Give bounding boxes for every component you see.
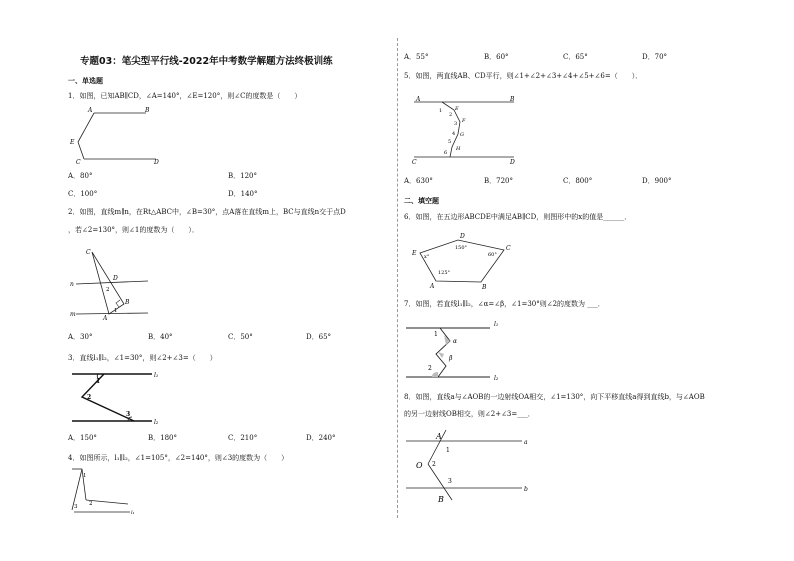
q1-figure <box>66 104 166 168</box>
q1-label: B <box>145 107 150 114</box>
q2-stem-line2: ，若∠2=130°，则∠1的度数为（ ）． <box>68 226 199 234</box>
section-heading-choice: 一、单选题 <box>68 77 103 85</box>
q4-stem: 4．如图所示，l₁∥l₂，∠1=105°，∠2=140°，则∠3的度数为（ ） <box>68 454 289 462</box>
q1-stem: 1．如图，已知AB∥CD，∠A=140°，∠E=120°，则∠C的度数是（ ） <box>68 92 302 100</box>
q2-label: 2 <box>106 287 110 293</box>
q4-label: 2 <box>89 501 93 507</box>
q5-label: 3 <box>454 121 458 127</box>
q3-stem: 3．直线l₁∥l₂，∠1=30°，则∠2+∠3=（ ） <box>68 354 217 362</box>
q1-option-a: A．80° <box>68 172 93 180</box>
q2-label: 1 <box>114 308 118 314</box>
q2-label: n <box>70 281 74 288</box>
q2-option-c: C．50° <box>228 333 253 341</box>
section-heading-fill: 二、填空题 <box>404 197 439 205</box>
q2-stem-line1: 2．如图，直线m∥n，在Rt△ABC中，∠B=30°，点A落在直线m上，BC与直线n交于点D <box>68 208 346 216</box>
q5-option-d: D．900° <box>642 177 672 185</box>
q6-label: 60° <box>488 252 497 258</box>
q5-option-c: C．800° <box>563 177 593 185</box>
q5-label: E <box>455 106 459 112</box>
q2-label: B <box>125 299 130 306</box>
q1-option-b: B．120° <box>228 172 258 180</box>
q8-label: A <box>436 432 442 441</box>
q4-label: 1 <box>83 473 87 479</box>
q8-label: a <box>524 439 528 446</box>
q5-option-a: A．630° <box>404 177 433 185</box>
q5-label: G <box>460 132 464 138</box>
q7-label: 2 <box>428 365 432 372</box>
q1-label: C <box>76 159 81 166</box>
q3-option-c: C．210° <box>228 434 258 442</box>
page-title: 专题03：笔尖型平行线-2022年中考数学解题方法终极训练 <box>80 56 333 67</box>
q7-label: β <box>449 355 453 362</box>
q5-stem: 5．如图，两直线AB、CD平行，则∠1+∠2+∠3+∠4+∠5+∠6=（ ）． <box>404 72 643 80</box>
q1-label: E <box>70 139 75 146</box>
q2-label: D <box>113 275 118 282</box>
q5-label: H <box>456 146 461 152</box>
q6-label: 125° <box>438 270 451 276</box>
q3-option-b: B．180° <box>148 434 178 442</box>
q4-option-b: B．60° <box>484 53 509 61</box>
q7-label: l₁ <box>494 321 499 328</box>
q2-option-a: A．30° <box>68 333 93 341</box>
q2-option-d: D．65° <box>306 333 332 341</box>
q6-stem: 6．如图，在五边形ABCDE中满足AB∥CD，则图形中的x的值是______． <box>404 213 632 221</box>
q8-label: 3 <box>448 478 452 485</box>
q5-label: A <box>416 96 421 103</box>
q8-label: b <box>524 486 528 493</box>
q6-label: B <box>482 284 487 291</box>
q5-label: C <box>412 159 417 166</box>
q5-option-b: B．720° <box>484 177 514 185</box>
q7-stem: 7．如图，若直线l₁∥l₂，∠α=∠β，∠1=30°则∠2的度数为 ___． <box>404 300 605 308</box>
q5-figure <box>404 94 524 166</box>
q5-label: F <box>462 118 466 124</box>
q7-label: l₂ <box>494 375 499 382</box>
q3-label: l₂ <box>154 419 159 426</box>
q5-label: 4 <box>452 131 456 137</box>
q3-option-d: D．240° <box>306 434 336 442</box>
q2-label: C <box>86 249 91 256</box>
q7-label: 1 <box>434 331 438 338</box>
q8-label: 2 <box>432 461 436 468</box>
q5-label: 1 <box>439 108 443 114</box>
q5-label: 2 <box>449 112 453 118</box>
q6-label: x° <box>424 254 430 260</box>
q2-label: m <box>70 311 76 318</box>
q4-label: 3 <box>74 504 78 510</box>
q5-label: D <box>510 159 515 166</box>
q3-label: 2 <box>87 394 92 401</box>
q3-label: 1 <box>96 378 101 385</box>
q8-label: 1 <box>446 447 450 454</box>
q3-figure <box>68 366 168 428</box>
q8-label: O <box>416 461 423 470</box>
q6-label: D <box>460 233 465 240</box>
q8-figure <box>404 428 534 506</box>
q1-option-d: D．140° <box>228 190 258 198</box>
q1-option-c: C．100° <box>68 190 98 198</box>
q1-label: D <box>154 159 159 166</box>
q2-option-b: B．40° <box>148 333 173 341</box>
column-divider <box>397 38 398 518</box>
q6-label: C <box>506 245 511 252</box>
q4-option-d: D．70° <box>642 53 668 61</box>
q4-label: l₁ <box>131 510 135 516</box>
q3-label: l₁ <box>154 372 159 379</box>
q2-label: A <box>103 315 108 322</box>
q4-option-a: A．55° <box>404 53 429 61</box>
q7-figure <box>404 318 514 384</box>
q5-label: 5 <box>448 139 452 145</box>
q6-label: A <box>430 283 435 290</box>
q8-label: B <box>438 495 444 504</box>
q7-label: α <box>453 338 458 345</box>
q3-label: 3 <box>126 411 131 418</box>
q2-figure <box>68 246 158 322</box>
q4-figure <box>68 464 148 514</box>
q6-figure <box>406 228 516 292</box>
q5-label: 6 <box>444 150 448 156</box>
q8-stem-line1: 8．如图，直线a与∠AOB的一边射线OA相交，∠1=130°，向下平移直线a得到直线b，与∠AOB <box>404 393 705 401</box>
q1-label: A <box>88 107 93 114</box>
q3-option-a: A．150° <box>68 434 97 442</box>
q6-label: 150° <box>455 245 468 251</box>
q5-label: B <box>510 96 515 103</box>
q4-option-c: C．65° <box>563 53 588 61</box>
q6-label: E <box>412 250 417 257</box>
q8-stem-line2: 的另一边射线OB相交，则∠2+∠3=___． <box>404 410 535 418</box>
